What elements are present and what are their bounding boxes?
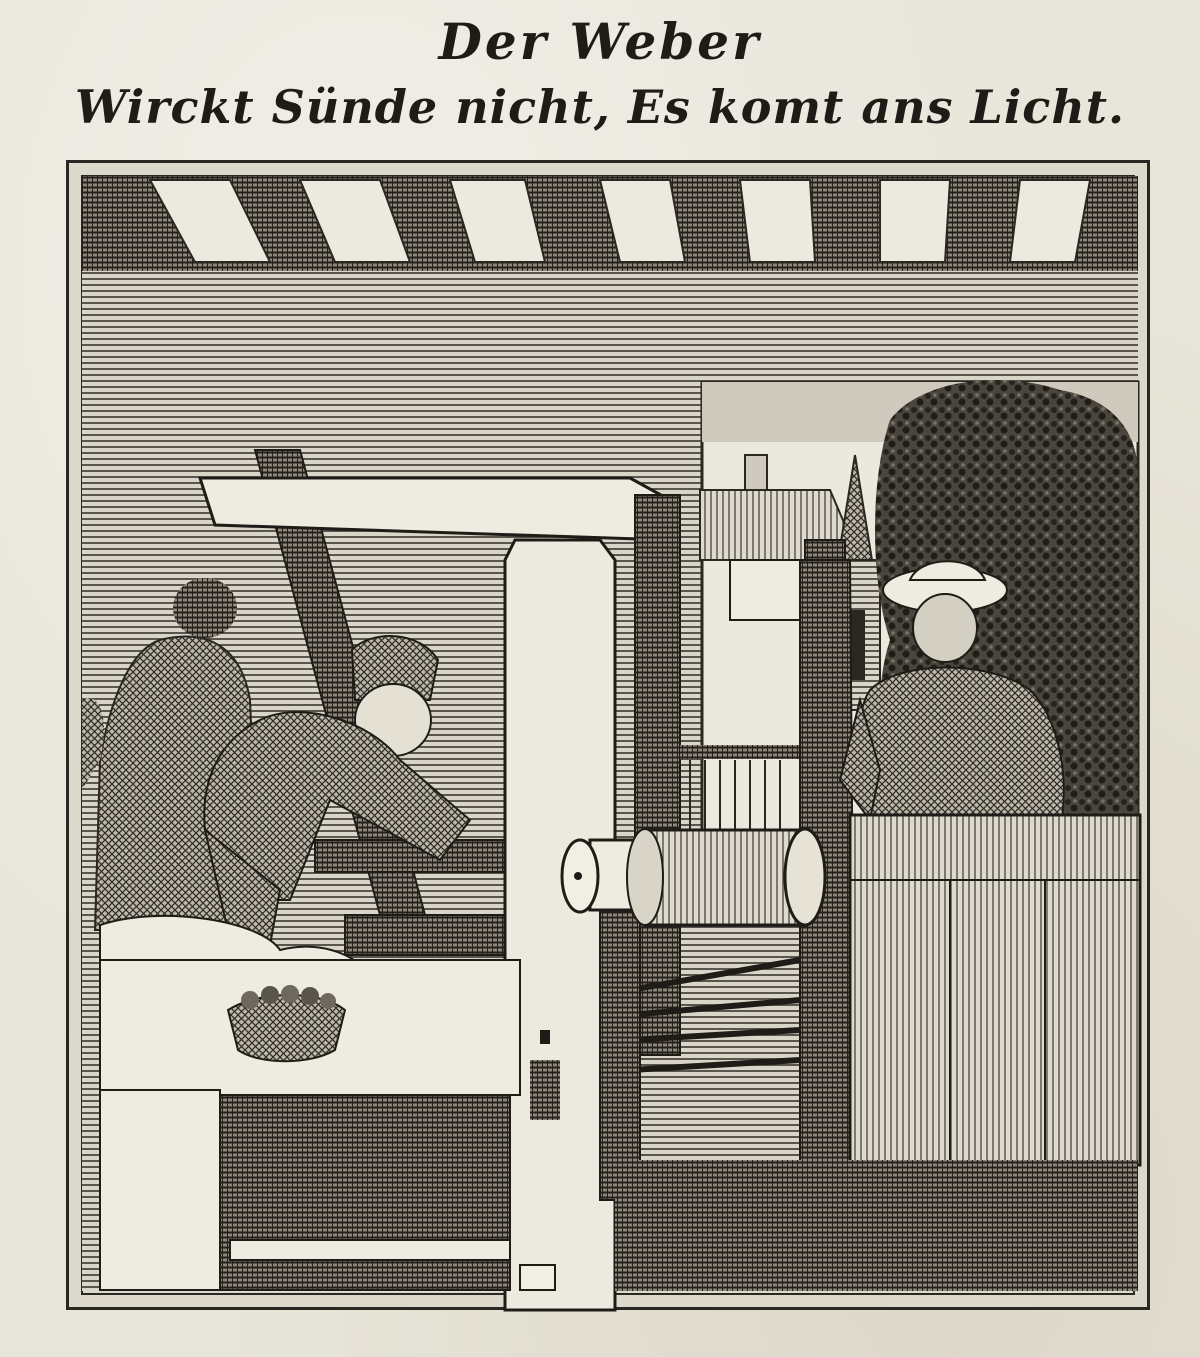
engraving-motto: Wirckt Sünde nicht, Es komt ans Licht. bbox=[74, 80, 1126, 134]
cut-off-verse-line bbox=[40, 1318, 1160, 1357]
basket bbox=[228, 985, 345, 1061]
floor bbox=[615, 1160, 1138, 1291]
partition-wall bbox=[850, 815, 1140, 1165]
engraving-title: Der Weber bbox=[438, 12, 762, 71]
cloth-roller bbox=[562, 829, 825, 925]
ceiling-beams bbox=[82, 176, 1138, 271]
